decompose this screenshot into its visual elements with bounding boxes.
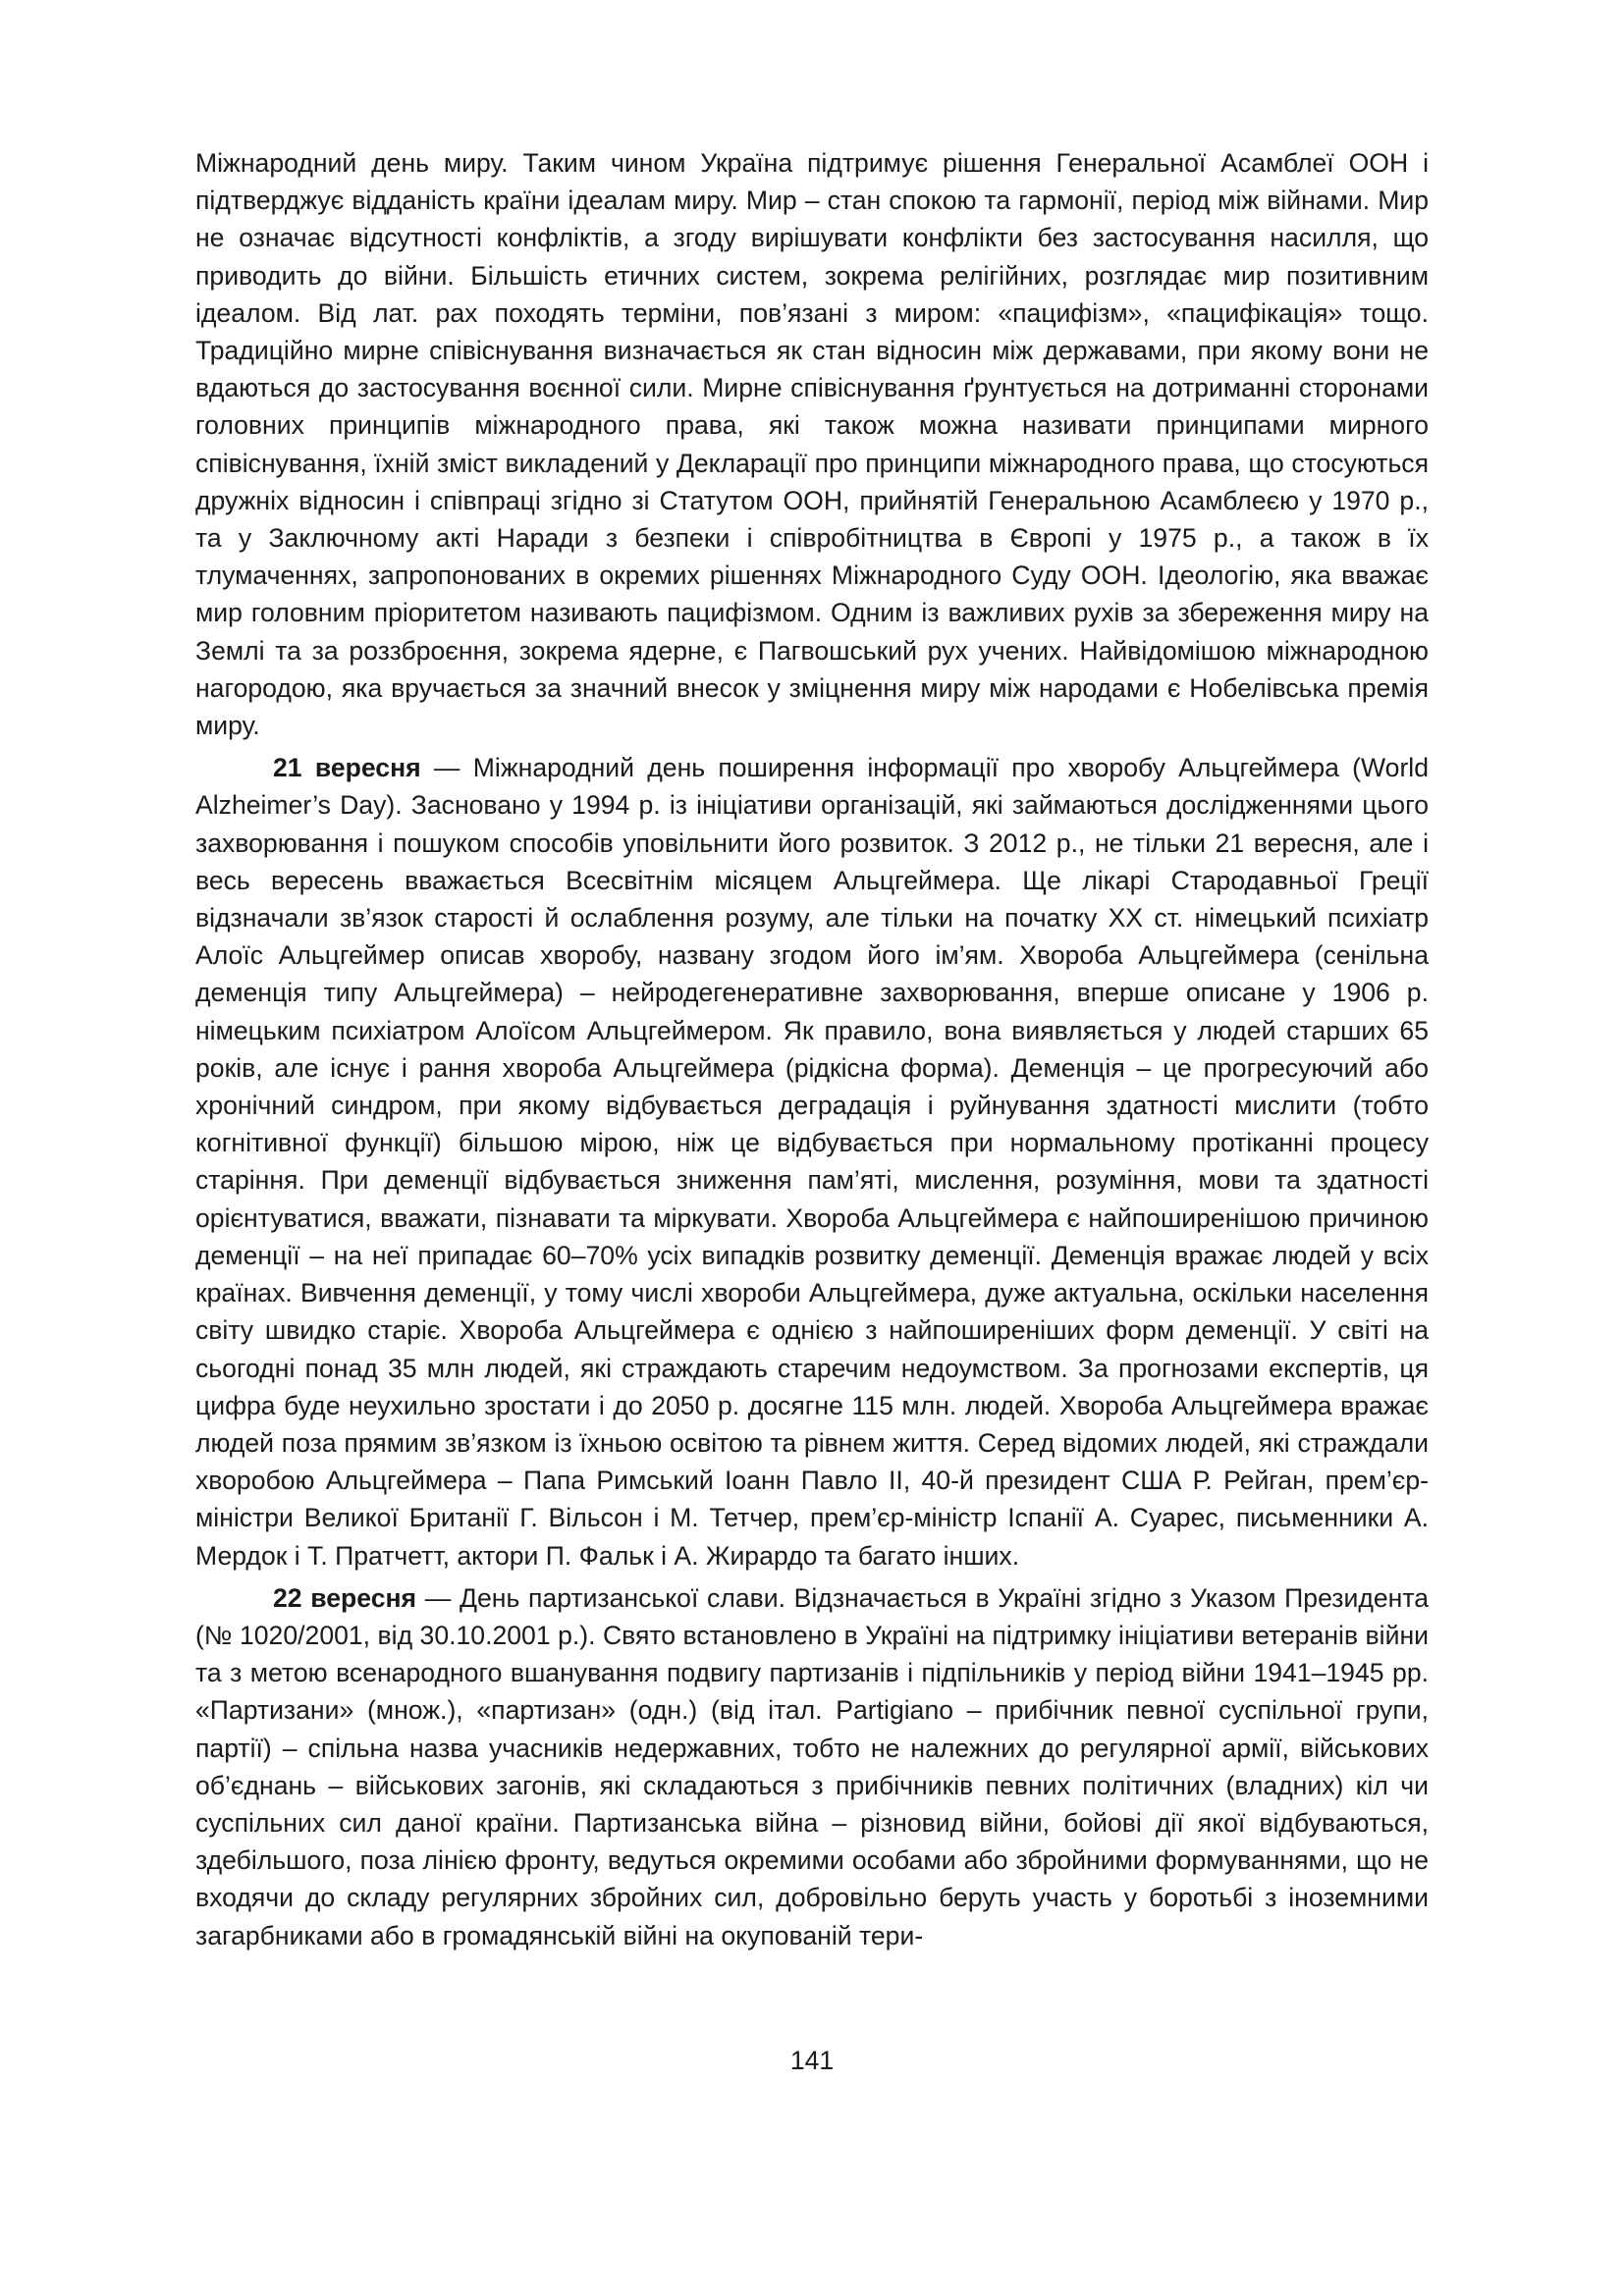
- page-number: 141: [789, 2046, 835, 2075]
- date-heading: 21 вересня: [273, 753, 421, 783]
- paragraph-alzheimers-day: [195, 749, 1429, 1574]
- page-body: [195, 144, 1429, 1959]
- date-heading: 22 вересня: [273, 1582, 417, 1613]
- paragraph-peace-day: [195, 144, 1429, 744]
- paragraph-text: Міжнародний день миру. Таким чином Україна підтримує рішення Генеральної Асамблеї ООН і підтверджує відданість країни ідеалам миру. Мир – стан спокою та гармонії, період між війнами. Мир не означає відсутності конфліктів, а згоду вирішувати конфлікти без застосування насилля, що приводить до війни. Більшість етичних систем, зокрема релігійних, розглядає мир позитивним ідеалом. Від лат. pax походять терміни, пов’язані з миром: «пацифізм», «пацифікація» тощо. Традиційно мирне співіснування визначається як стан відносин між державами, при якому вони не вдаються до застосування воєнної сили. Мирне співіснування ґрунтується на дотриманні сторонами головних принципів міжнародного права, які також можна називати принципами мирного співіснування, їхній зміст викладений у Декларації про принципи міжнародного права, що стосуються дружніх відносин і співпраці згідно зі Статутом ООН, прийнятій Генеральною Асамблеєю у 1970 р., та у Заключному акті Наради з безпеки і співробітництва в Європі у 1975 р., а також в їх тлумаченнях, запропонованих в окремих рішеннях Міжнародного Суду ООН. Ідеологію, яка вважає мир головним пріоритетом називають пацифізмом. Одним із важливих рухів за збереження миру на Землі та за роззброєння, зокрема ядерне, є Пагвошський рух учених. Найвідомішою міжнародною нагородою, яка вручається за значний внесок у зміцнення миру між народами є Нобелівська премія миру.: [195, 148, 1429, 741]
- paragraph-partisan-glory-day: [195, 1579, 1429, 1954]
- paragraph-text: — День партизанської слави. Відзначається в Україні згідно з Указом Президента (№ 1020/2001, від 30.10.2001 р.). Свято встановлено в Україні на підтримку ініціативи ветеранів війни та з метою всенародного вшанування подвигу партизанів і підпільників у період війни 1941–1945 рр. «Партизани» (множ.), «партизан» (одн.) (від італ. Partigiano – прибічник певної суспільної групи, партії) – спільна назва учасників недержавних, тобто не належних до регулярної армії, військових об’єднань – військових загонів, які складаються з прибічників певних політичних (владних) кіл чи суспільних сил даної країни. Партизанська війна – різновид війни, бойові дії якої відбуваються, здебільшого, поза лінією фронту, ведуться окремими особами або збройними формуваннями, що не входячи до складу регулярних збройних сил, добровільно беруть участь у боротьбі з іноземними загарбниками або в громадянській війні на окупованій тери-: [195, 1582, 1430, 1950]
- paragraph-text: — Міжнародний день поширення інформації про хворобу Альцгеймера (World Alzheimer’s Day). Засновано у 1994 р. із ініціативи організацій, які займаються дослідженнями цього захворювання і пошуком способів уповільнити його розвиток. З 2012 р., не тільки 21 вересня, але і весь вересень вважається Всесвітнім місяцем Альцгеймера. Ще лікарі Стародавньої Греції відзначали зв’язок старості й ослаблення розуму, але тільки на початку XX ст. німецький психіатр Алоїс Альцгеймер описав хворобу, названу згодом його ім’ям. Хвороба Альцгеймера (сенільна деменція типу Альцгеймера) – нейродегенеративне захворювання, вперше описане у 1906 р. німецьким психіатром Алоїсом Альцгеймером. Як правило, вона виявляється у людей старших 65 років, але існує і рання хвороба Альцгеймера (рідкісна форма). Деменція – це прогресуючий або хронічний синдром, при якому відбувається деградація і руйнування здатності мислити (тобто когнітивної функції) більшою мірою, ніж це відбувається при нормальному протіканні процесу старіння. При деменції відбувається зниження пам’яті, мислення, розуміння, мови та здатності орієнтуватися, вважати, пізнавати та міркувати. Хвороба Альцгеймера є найпоширенішою причиною деменції – на неї припадає 60–70% усіх випадків розвитку деменції. Деменція вражає людей у всіх країнах. Вивчення деменції, у тому числі хвороби Альцгеймера, дуже актуальна, оскільки населення світу швидко старіє. Хвороба Альцгеймера є однією з найпоширеніших форм деменції. У світі на сьогодні понад 35 млн людей, які страждають старечим недоумством. За прогнозами експертів, ця цифра буде неухильно зростати і до 2050 р. досягне 115 млн. людей. Хвороба Альцгеймера вражає людей поза прямим зв’язком із їхньою освітою та рівнем життя. Серед відомих людей, які страждали хворобою Альцгеймера – Папа Римський Іоанн Павло II, 40-й президент США Р. Рейган, прем’єр-міністри Великої Британії Г. Вільсон і М. Тетчер, прем’єр-міністр Іспанії А. Суарес, письменники А. Мердок і Т. Пратчетт, актори П. Фальк і А. Жирардо та багато інших.: [195, 753, 1430, 1571]
